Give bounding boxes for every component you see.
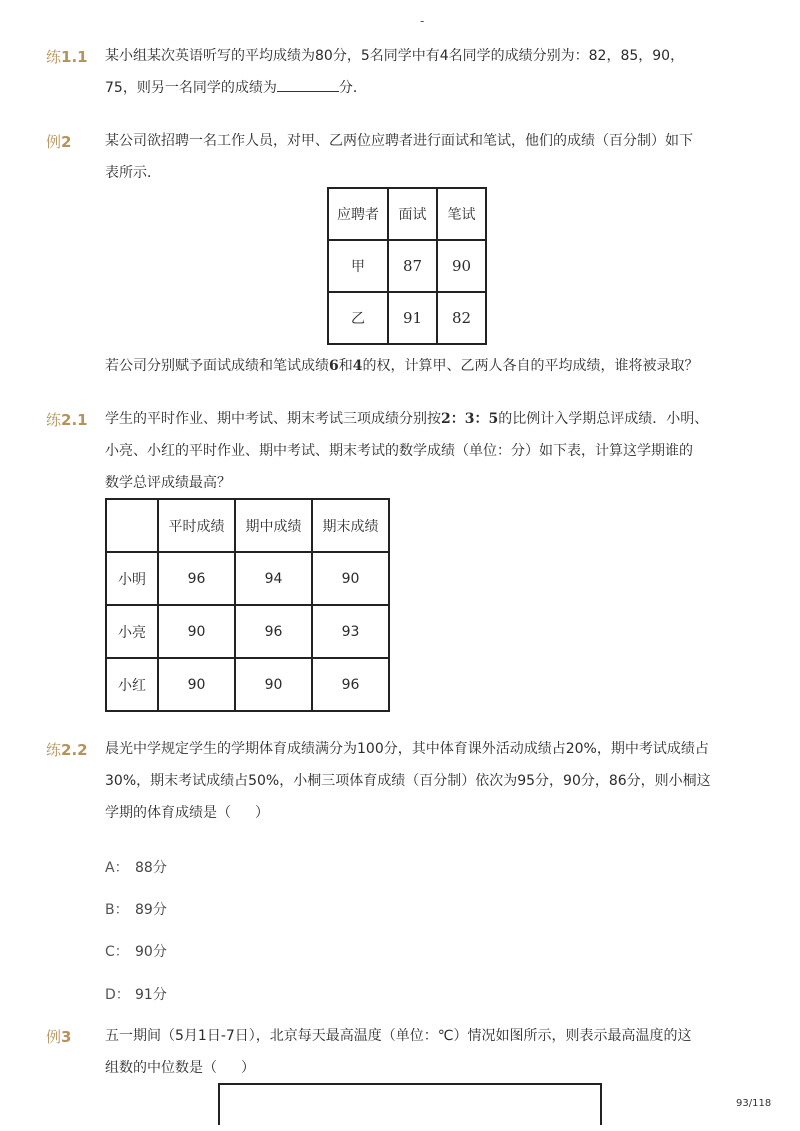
label-prefix: 练: [46, 48, 62, 66]
example-label-3: [46, 1026, 71, 1047]
label-number: 2.2: [61, 741, 88, 759]
final-score: 93: [312, 605, 389, 658]
header-cell: 应聘者: [328, 188, 388, 240]
header-cell: [106, 499, 158, 552]
label-number: 2.1: [61, 411, 88, 429]
text-segment: ）: [241, 1060, 255, 1076]
example-label-2: [46, 131, 71, 152]
text-segment: 组数的中位数是（: [105, 1060, 217, 1076]
label-prefix: 例: [46, 133, 62, 151]
text-segment: 的权，计算甲、乙两人各自的平均成绩，谁将被录取？: [362, 358, 699, 374]
text-line: 某小组某次英语听写的平均成绩为80分，5名同学中有4名同学的成绩分别为：82，85，90，: [105, 48, 685, 64]
interview-score: 87: [388, 240, 437, 292]
option-letter: C：: [105, 944, 129, 960]
example-2-text: [105, 125, 715, 189]
student-score-table: [105, 498, 390, 712]
table-header-row: [328, 188, 486, 240]
example-2-question: [105, 350, 755, 382]
option-letter: B：: [105, 902, 129, 918]
applicant-score-table: [327, 187, 487, 345]
text-line: 晨光中学规定学生的学期体育成绩满分为100分，其中体育课外活动成绩占20%，期中考试成绩占: [105, 741, 709, 757]
weight-value: 4: [352, 358, 363, 374]
table-row: [328, 292, 486, 344]
text-line: 五一期间（5月1日-7日），北京每天最高温度（单位：℃）情况如图所示，则表示最高温度的这: [105, 1028, 692, 1044]
option-letter: D：: [105, 987, 130, 1003]
text-line: 数学总评成绩最高？: [105, 475, 231, 491]
written-score: 90: [437, 240, 486, 292]
header-cell: 面试: [388, 188, 437, 240]
exercise-2-2-text: [105, 733, 715, 829]
exercise-2-1-text: [105, 403, 715, 499]
text-line: 表所示．: [105, 165, 161, 181]
ratio-value: 2：3：5: [441, 411, 499, 427]
text-line: [105, 797, 715, 829]
midterm-score: 94: [235, 552, 312, 605]
option-letter: A：: [105, 860, 129, 876]
answer-blank[interactable]: [277, 77, 339, 92]
text-line: 某公司欲招聘一名工作人员，对甲、乙两位应聘者进行面试和笔试，他们的成绩（百分制）如下: [105, 133, 693, 149]
exercise-label-2-1: [46, 409, 88, 430]
label-prefix: 练: [46, 411, 62, 429]
text-segment: 75，则另一名同学的成绩为: [105, 80, 277, 96]
daily-score: 96: [158, 552, 235, 605]
daily-score: 90: [158, 658, 235, 711]
text-segment: 学生的平时作业、期中考试、期末考试三项成绩分别按: [105, 411, 441, 427]
text-line: [105, 72, 715, 104]
table-row: [106, 658, 389, 711]
option-text: 88分: [135, 860, 167, 876]
weight-value: 6: [329, 358, 339, 374]
student-name: 小明: [106, 552, 158, 605]
table-row: [106, 605, 389, 658]
exercise-1-1-text: [105, 40, 715, 104]
text-line: [105, 403, 715, 435]
final-score: 90: [312, 552, 389, 605]
option-a[interactable]: [105, 857, 167, 877]
option-text: 90分: [135, 944, 167, 960]
text-line: 小亮、小红的平时作业、期中考试、期末考试的数学成绩（单位：分）如下表，计算这学期谁的: [105, 443, 693, 459]
header-cell: 期末成绩: [312, 499, 389, 552]
option-text: 89分: [135, 902, 167, 918]
text-segment: 分．: [338, 80, 367, 96]
label-prefix: 例: [46, 1028, 62, 1046]
label-prefix: 练: [46, 741, 62, 759]
text-segment: 和: [338, 358, 353, 374]
exercise-label-1-1: [46, 46, 88, 67]
header-cell: 平时成绩: [158, 499, 235, 552]
page-number: 93/118: [736, 1098, 772, 1109]
label-number: 2: [61, 133, 72, 151]
header-cell: 期中成绩: [235, 499, 312, 552]
text-segment: 若公司分别赋予面试成绩和笔试成绩: [105, 358, 329, 374]
text-segment: 学期的体育成绩是（: [105, 805, 231, 821]
table-row: [328, 240, 486, 292]
interview-score: 91: [388, 292, 437, 344]
text-line: 30%，期末考试成绩占50%，小桐三项体育成绩（百分制）依次为95分，90分，86分，则小桐这: [105, 773, 711, 789]
student-name: 小亮: [106, 605, 158, 658]
label-number: 3: [61, 1028, 72, 1046]
exercise-label-2-2: [46, 739, 88, 760]
final-score: 96: [312, 658, 389, 711]
applicant-name: 甲: [328, 240, 388, 292]
header-cell: 笔试: [437, 188, 486, 240]
example-3-text: [105, 1020, 715, 1084]
midterm-score: 90: [235, 658, 312, 711]
header-dash: -: [420, 14, 425, 28]
applicant-name: 乙: [328, 292, 388, 344]
table-header-row: [106, 499, 389, 552]
daily-score: 90: [158, 605, 235, 658]
option-c[interactable]: [105, 941, 167, 961]
student-name: 小红: [106, 658, 158, 711]
table-row: [106, 552, 389, 605]
text-segment: 的比例计入学期总评成绩．小明、: [498, 411, 709, 427]
temperature-figure-frame: [218, 1083, 602, 1125]
midterm-score: 96: [235, 605, 312, 658]
option-text: 91分: [135, 987, 167, 1003]
text-line: [105, 1052, 715, 1084]
label-number: 1.1: [61, 48, 88, 66]
written-score: 82: [437, 292, 486, 344]
option-d[interactable]: [105, 984, 167, 1004]
option-b[interactable]: [105, 899, 167, 919]
text-segment: ）: [255, 805, 269, 821]
